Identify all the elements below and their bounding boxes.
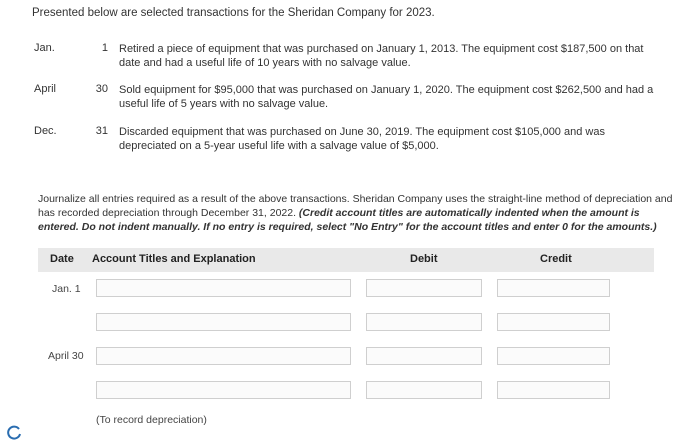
transaction-day: 31	[95, 125, 108, 137]
transaction-day: 30	[95, 83, 108, 95]
credit-input[interactable]	[497, 313, 610, 331]
instructions-emphasis: (Credit account titles are automatically indented when the amount is entered. Do not indent manually. If no entry is required, select "No Entry" for the account titles and enter 0 for the amounts.)	[38, 207, 657, 233]
account-title-input[interactable]	[96, 347, 351, 365]
page-intro: Presented below are selected transactions for the Sheridan Company for 2023.	[32, 7, 435, 19]
entry-explanation: (To record depreciation)	[96, 414, 207, 426]
credit-input[interactable]	[497, 381, 610, 399]
account-title-input[interactable]	[96, 381, 351, 399]
refresh-icon[interactable]	[6, 424, 22, 440]
transaction-description: Discarded equipment that was purchased on June 30, 2019. The equipment cost $105,000 and was depreciated on a 5-year useful life with a salvage value of $5,000.	[119, 126, 605, 152]
debit-input[interactable]	[366, 279, 482, 297]
transaction-month: April	[34, 83, 57, 95]
debit-input[interactable]	[366, 381, 482, 399]
transaction-description: Sold equipment for $95,000 that was purchased on January 1, 2020. The equipment cost $262,500 and had a useful life of 5 years with no salvage value.	[119, 84, 654, 110]
credit-input[interactable]	[497, 279, 610, 297]
transaction-month: Jan.	[34, 42, 55, 54]
account-title-input[interactable]	[96, 279, 351, 297]
row-date: April 30	[48, 350, 84, 362]
transaction-description: Retired a piece of equipment that was purchased on January 1, 2013. The equipment cost $187,500 on that date and had a useful life of 10 years with no salvage value.	[119, 43, 644, 69]
header-credit: Credit	[540, 253, 572, 265]
header-debit: Debit	[410, 253, 438, 265]
credit-input[interactable]	[497, 347, 610, 365]
header-account: Account Titles and Explanation	[92, 253, 256, 265]
row-date: Jan. 1	[52, 283, 81, 295]
debit-input[interactable]	[366, 313, 482, 331]
instructions	[38, 192, 678, 234]
header-date: Date	[50, 253, 74, 265]
account-title-input[interactable]	[96, 313, 351, 331]
journal-table-header	[38, 248, 654, 272]
transaction-day: 1	[101, 42, 108, 54]
transaction-month: Dec.	[34, 125, 57, 137]
debit-input[interactable]	[366, 347, 482, 365]
instructions-main: Journalize all entries required as a result of the above transactions. Sheridan Company uses the straight-line method of depreciation and has recorded depreciation through December 31, 2022.	[38, 193, 673, 219]
